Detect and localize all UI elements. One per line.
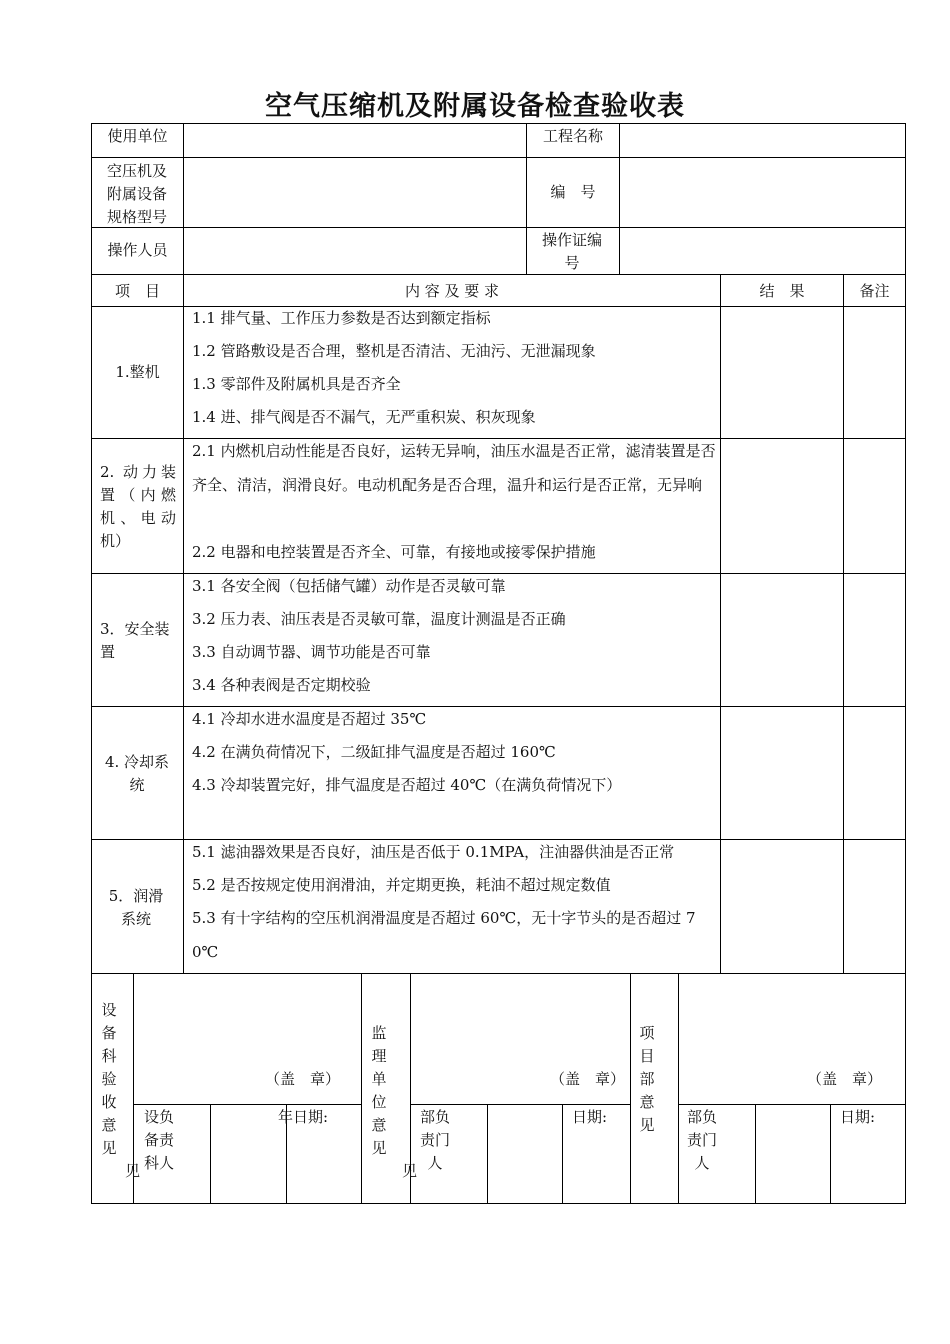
section-name: 5．润滑系统 — [108, 887, 164, 928]
column-result: 结 果 — [759, 282, 805, 300]
list-item: 4.2 在满负荷情况下，二级缸排气温度是否超过 160℃ — [192, 743, 556, 761]
supervision-date-label: 日期: — [572, 1108, 608, 1126]
equipment-jian: 见 — [125, 1162, 141, 1180]
equipment-date-label: 年日期: — [278, 1108, 329, 1126]
list-item: 1.4 进、排气阀是否不漏气，无严重积炭、积灰现象 — [192, 408, 536, 426]
supervision-opinion-label: 监理单位意见 — [371, 1024, 387, 1157]
section-name: 3．安全装置 — [100, 620, 170, 661]
project-opinion-label: 项目部意见 — [639, 1024, 655, 1134]
list-item: 2.1 内燃机启动性能是否良好，运转无异响，油压水温是否正常，滤清装置是否齐全、清洁，润滑良好。电动机配务是否合理，温升和运行是否正常，无异响 — [192, 442, 716, 494]
unit-label: 使用单位 — [107, 127, 168, 145]
list-item: 5.3 有十字结构的空压机润滑温度是否超过 60℃，无十字节头的是否超过 70℃ — [192, 909, 696, 961]
column-item: 项 目 — [114, 282, 160, 300]
list-item: 4.3 冷却装置完好，排气温度是否超过 40℃（在满负荷情况下） — [192, 776, 622, 794]
equipment-person-label: 设负备责科人 — [143, 1108, 174, 1172]
list-item: 4.1 冷却水进水温度是否超过 35℃ — [192, 710, 427, 728]
section-name: 1.整机 — [115, 363, 160, 381]
project-person-label: 部负责门人 — [686, 1108, 717, 1172]
cert-number-label: 操作证编号 — [541, 231, 602, 272]
page-title: 空气压缩机及附属设备检查验收表 — [265, 91, 685, 122]
section-name: 2. 动力装置（内燃机、电动机） — [100, 463, 176, 550]
list-item: 3.1 各安全阀（包括储气罐）动作是否灵敏可靠 — [192, 577, 506, 595]
list-item: 2.2 电器和电控装置是否齐全、可靠，有接地或接零保护措施 — [192, 543, 596, 561]
column-remark: 备注 — [859, 282, 890, 300]
list-item: 5.1 滤油器效果是否良好，油压是否低于 0.1MPA，注油器供油是否正常 — [192, 843, 675, 861]
list-item: 5.2 是否按规定使用润滑油，并定期更换，耗油不超过规定数值 — [192, 876, 611, 894]
project-stamp: （盖 章） — [807, 1070, 883, 1088]
supervision-stamp: （盖 章） — [550, 1070, 626, 1088]
section-name: 4. 冷却系统 — [104, 753, 170, 794]
list-item: 3.3 自动调节器、调节功能是否可靠 — [192, 643, 431, 661]
equipment-opinion-label: 设备科验收意见 — [101, 1001, 117, 1157]
project-name-label: 工程名称 — [542, 127, 603, 145]
project-date-label: 日期: — [840, 1108, 876, 1126]
list-item: 1.1 排气量、工作压力参数是否达到额定指标 — [192, 309, 491, 327]
list-item: 1.2 管路敷设是否合理，整机是否清洁、无油污、无泄漏现象 — [192, 342, 596, 360]
list-item: 3.4 各种表阀是否定期校验 — [192, 676, 371, 694]
list-item: 3.2 压力表、油压表是否灵敏可靠，温度计测温是否正确 — [192, 610, 566, 628]
model-label: 空压机及附属设备规格型号 — [106, 162, 167, 226]
column-content: 内 容 及 要 求 — [404, 282, 500, 300]
supervision-jian: 见 — [402, 1162, 418, 1180]
operator-label: 操作人员 — [107, 241, 168, 259]
number-label: 编 号 — [550, 183, 596, 201]
supervision-person-label: 部负责门人 — [419, 1108, 450, 1172]
equipment-stamp: （盖 章） — [265, 1070, 341, 1088]
list-item: 1.3 零部件及附属机具是否齐全 — [192, 375, 401, 393]
